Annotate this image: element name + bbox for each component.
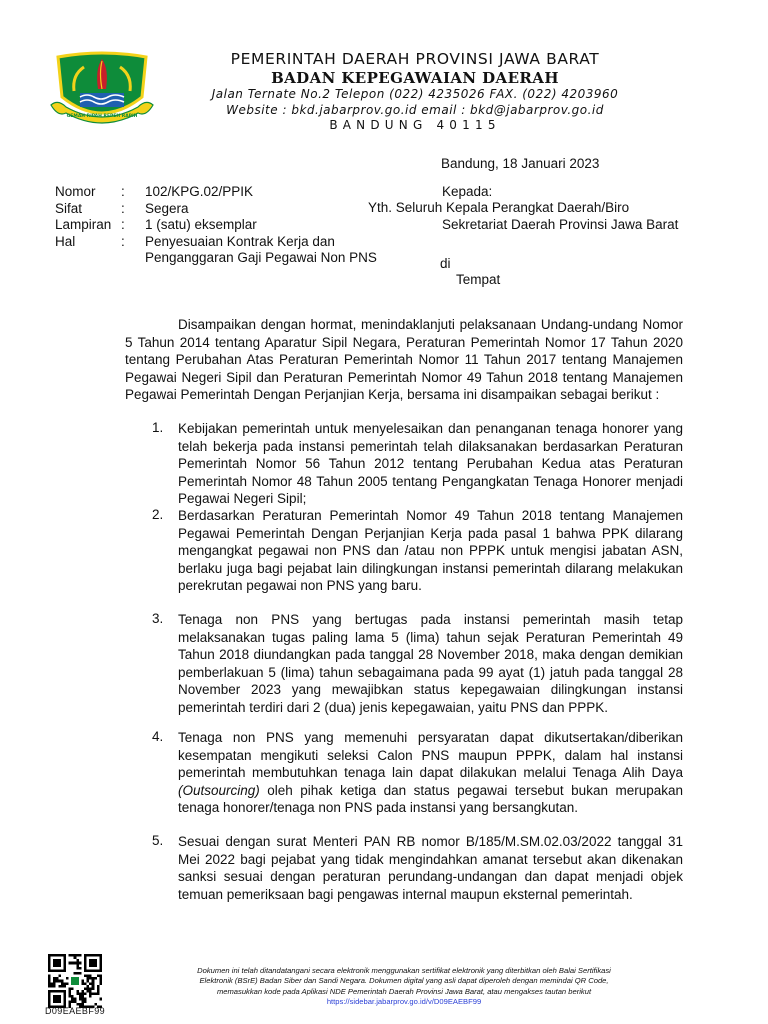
list-item-text: Kebijakan pemerintah untuk menyelesaikan dan penanganan tenaga honorer yang telah bekerja pada instansi pemerintah telah dilaksanakan berdasarkan Peraturan Pemerintah Nomor 56 Tahun 2012 tentang Perubahan Kedua atas Peraturan Pemerintah Nomor 48 Tahun 2005 tentang Pengangkatan Tenaga Honorer menjadi Pegawai Negeri Sipil; [178, 421, 683, 507]
meta-label: Nomor [55, 184, 96, 199]
list-item-number: 4. [152, 729, 164, 744]
e-signature-line-2: Elektronik (BSrE) Badan Siber dan Sandi Negara. Dokumen digital yang asli dapat diperoleh dengan memindai QR Code, [199, 976, 609, 986]
meta-separator: : [121, 233, 125, 249]
letterhead-address: Jalan Ternate No.2 Telepon (022) 4235026 FAX. (022) 4203960 [211, 87, 619, 101]
meta-value: Segera [145, 200, 189, 216]
recipient-line-1: Yth. Seluruh Kepala Perangkat Daerah/Biro [368, 200, 630, 215]
meta-separator: : [121, 217, 125, 233]
recipient-kepada: Kepada: [442, 184, 493, 199]
qr-code[interactable] [48, 954, 102, 1008]
meta-separator: : [121, 200, 125, 216]
letterhead-agency: BADAN KEPEGAWAIAN DAERAH [271, 69, 559, 87]
meta-value: Penyesuaian Kontrak Kerja dan [145, 233, 335, 249]
letterhead-web: Website : bkd.jabarprov.go.id email : bkd@jabarprov.go.id [226, 102, 604, 117]
list-item-number: 5. [152, 833, 164, 848]
subject-line-2: Penganggaran Gaji Pegawai Non PNS [145, 250, 377, 266]
letterhead [175, 50, 655, 133]
verification-link[interactable]: https://sidebar.jabarprov.go.id/v/D09EAEBF99 [326, 996, 482, 1006]
meta-label: Sifat [55, 200, 83, 216]
letterhead-government: PEMERINTAH DAERAH PROVINSI JAWA BARAT [230, 50, 600, 68]
letter-date: Bandung, 18 Januari 2023 [441, 156, 600, 171]
e-signature-line-1: Dokumen ini telah ditandatangani secara elektronik menggunakan sertifikat elektronik yang diterbitkan oleh Balai Sertifikasi [197, 966, 611, 975]
intro-paragraph: Disampaikan dengan hormat, menindaklanjuti pelaksanaan Undang-undang Nomor 5 Tahun 2014 tentang Aparatur Sipil Negara, Peraturan Pemerintah Nomor 17 Tahun 2020 tentang Perubahan Atas Peraturan Pemerintah Nomor 11 Tahun 2017 tentang Manajemen Pegawai Negeri Sipil dan Peraturan Pemerintah Nomor 49 Tahun 2018 tentang Manajemen Pegawai Pemerintah Dengan Perjanjian Kerja, bersama ini disampaikan sebagai berikut : [125, 317, 683, 403]
item-4-text-before: Tenaga non PNS yang memenuhi persyaratan dapat dikutsertakan/diberikan kesempatan mengikuti seleksi Calon PNS maupun PPPK, dalam hal instansi pemerintah membutuhkan tenaga lain dapat dilakukan melalui Tenaga Alih Daya [178, 730, 683, 781]
meta-value: 1 (satu) eksemplar [145, 217, 257, 233]
letterhead-city: BANDUNG 40115 [329, 118, 501, 132]
meta-label: Hal [55, 233, 76, 249]
meta-row-nomor [55, 184, 445, 201]
meta-row-hal [55, 234, 445, 251]
logo-motto: GEMAH RIPAH REPEH RAPIH [66, 114, 138, 119]
recipient-tempat: Tempat [456, 272, 501, 287]
qr-code-id: D09EAEBF99 [45, 1006, 106, 1016]
list-item-text: Tenaga non PNS yang bertugas pada instansi pemerintah masih tetap melaksanakan tugas paling lama 5 (lima) tahun sejak Peraturan Pemerintah 49 Tahun 2018 diundangkan pada tanggal 28 November 2018, maka dengan demikian pemberlakuan 5 (lima) tahun sebagaimana pada 99 ayat (1) jatuh pada tanggal 28 November 2023 yang mewajibkan status kepegawaian dilingkungan instansi pemerintah terdiri dari 2 (dua) jenis kepegawaian, yaitu PNS dan PPPK. [178, 612, 683, 715]
e-signature-note [130, 966, 678, 1007]
list-item-number: 2. [152, 507, 164, 522]
list-item-text [178, 729, 683, 817]
jawa-barat-emblem-logo [50, 47, 154, 129]
list-item-number: 3. [152, 611, 164, 626]
meta-label: Lampiran [55, 217, 112, 233]
meta-separator: : [121, 184, 125, 199]
item-4-text-italic: (Outsourcing) [178, 782, 260, 798]
meta-value: 102/KPG.02/PPIK [145, 184, 254, 199]
meta-row-hal-cont [55, 250, 445, 267]
letter-meta [55, 184, 445, 267]
list-item-number: 1. [152, 420, 164, 435]
e-signature-line-3: memasukkan kode pada Aplikasi NDE Pemerintah Daerah Provinsi Jawa Barat, atau mengakses tautan berikut [216, 986, 592, 996]
item-4-text-after: oleh pihak ketiga dan status pegawai tersebut bukan merupakan tenaga honorer/tenaga non PNS pada instansi yang bersangkutan. [178, 782, 683, 816]
list-item-text: Berdasarkan Peraturan Pemerintah Nomor 49 Tahun 2018 tentang Manajemen Pegawai Pemerintah Dengan Perjanjian Kerja pada pasal 1 bahwa PPK dilarang mengangkat pegawai non PNS dan /atau non PPPK untuk mengisi jabatan ASN, berlaku juga bagi pejabat lain dilingkungan instansi pemerintah dilarang melakukan perekrutan pegawai non PNS yang baru. [178, 508, 683, 594]
recipient-line-2: Sekretariat Daerah Provinsi Jawa Barat [442, 217, 679, 232]
list-item-text: Sesuai dengan surat Menteri PAN RB nomor B/185/M.SM.02.03/2022 tanggal 31 Mei 2022 bagi pejabat yang tidak mengindahkan amanat tersebut akan dikenakan sanksi sesuai dengan peraturan perundang-undangan dan dapat menjadi objek temuan pemeriksaan bagi pengawas internal maupun eksternal pemerintah. [178, 834, 683, 902]
recipient-di: di [440, 256, 451, 271]
meta-row-lampiran [55, 217, 445, 234]
